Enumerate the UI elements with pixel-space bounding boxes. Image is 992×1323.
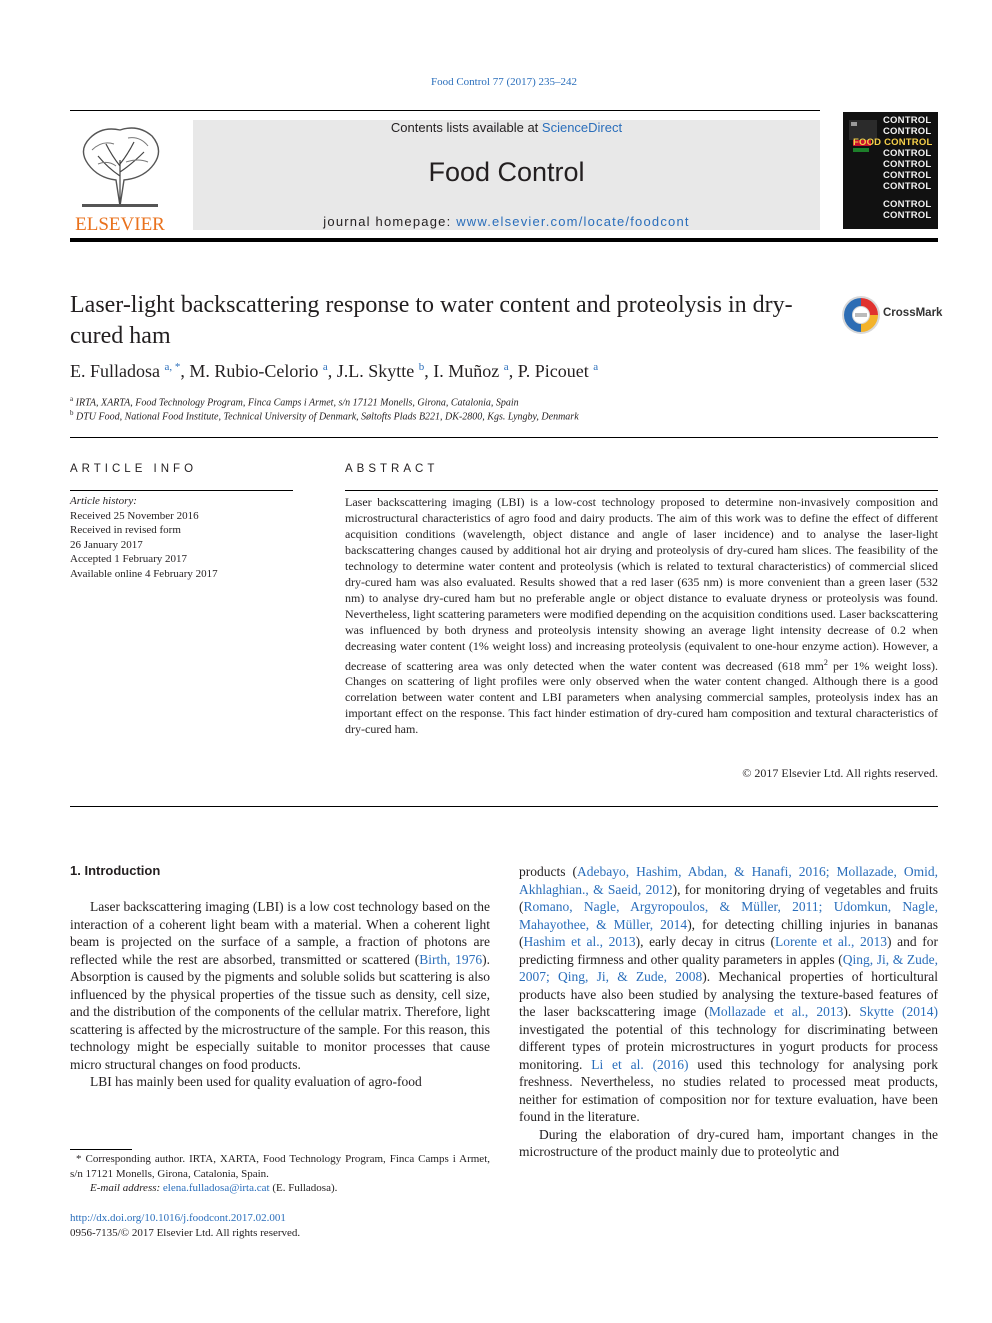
- email-label: E-mail address:: [90, 1182, 161, 1194]
- corresponding-author: * Corresponding author. IRTA, XARTA, Food Technology Program, Finca Camps i Armet, s/n 17121 Monells, Girona, Catalonia, Spain.: [70, 1153, 490, 1180]
- citation-link[interactable]: Adebayo, Hashim, Abdan, & Hanafi, 2016; Mollazade, Omid, Akhlaghian., & Saeid, 2012: [519, 864, 938, 897]
- sciencedirect-link[interactable]: ScienceDirect: [541, 120, 623, 135]
- affiliation: [70, 409, 579, 422]
- text: ), early decay in citrus (: [635, 934, 775, 949]
- cover-line: CONTROL: [883, 210, 932, 221]
- author-affiliation-mark[interactable]: b: [418, 361, 425, 373]
- footnote-divider: [70, 1149, 132, 1150]
- email-link[interactable]: elena.fulladosa@irta.cat: [162, 1182, 270, 1194]
- crossmark-icon: [841, 295, 881, 335]
- divider: [70, 437, 938, 438]
- text: investigated the potential of this technology for discriminating between different types of protein microstructures in yogurt products for process monitoring.: [519, 1021, 938, 1072]
- header-divider: [70, 238, 938, 242]
- author-affiliation-mark[interactable]: a: [593, 361, 599, 373]
- text: ). Mechanical properties of horticultural products have also been studied by analysing the texture-based features of the laser backscattering image (: [519, 969, 938, 1019]
- author-affiliation-mark[interactable]: a: [503, 361, 509, 373]
- divider: [70, 490, 293, 491]
- journal-title: Food Control: [428, 157, 585, 187]
- paragraph: LBI has mainly been used for quality evaluation of agro-food: [90, 1074, 422, 1089]
- cover-line: CONTROL: [883, 126, 932, 137]
- text: Laser backscattering imaging (LBI) is a low cost technology based on the interaction of a coherent light beam with a material. When a coherent light beam is projected on the surface of a sample, a fraction of photons are reflected while the rest are absorbed, transmitted or scattered (: [70, 899, 490, 967]
- copyright-notice: © 2017 Elsevier Ltd. All rights reserved.: [742, 766, 938, 780]
- cover-line: CONTROL: [883, 115, 932, 126]
- top-divider: [70, 110, 820, 111]
- cover-line: FOOD CONTROL: [853, 137, 933, 148]
- abstract-body: Laser backscattering imaging (LBI) is a low-cost technology proposed to determine non-invasively composition and microstructural characteristics of agro food and dairy products. The aim of this work was to define the effect of different acquisition conditions (wavelength, object distance and angle of laser incidence) and to analyse the laser-light backscattering changes caused by additional hot air drying and proteolysis of dry-cured ham slices. The feasibility of the technology to determine water content and proteolysis (which is related to textural characteristics) of commercial sliced dry-cured ham was also evaluated. Results showed that a red laser (635 nm) is more convenient than a green laser (532 nm) to analyse dry-cured ham but no preferable angle or object distance to evaluate dryness or proteolysis was found. Nevertheless, light scattering parameters were modified depending on the acquisition conditions used. Laser backscattering was influenced by both dryness and proteolysis intensity showing an average light intensity decrease of 0.2 when decreasing water content (1% weight loss) and increasing proteolysis (equivalent to one-hour enzyme action). However, a decrease of scattering area was only detected when the water content was decreased (618 mm: [345, 495, 938, 673]
- cover-line: CONTROL: [883, 181, 932, 192]
- author-affiliation-mark[interactable]: a: [322, 361, 328, 373]
- affiliation-mark: a: [70, 395, 74, 403]
- author-affiliation-mark[interactable]: a, *: [164, 361, 181, 373]
- affiliation-text: IRTA, XARTA, Food Technology Program, Finca Camps i Armet, s/n 17121 Monells, Girona, Catalonia, Spain: [75, 397, 519, 409]
- author-list: E. Fulladosa $^{a, *}$, M. Rubio-Celorio $^a$, J.L. Skytte $^b$, I. Muñoz $^a$, P. Picouet $^a$: [70, 361, 599, 381]
- body-column-left: [70, 898, 490, 1091]
- abstract-heading: ABSTRACT: [345, 463, 439, 475]
- author-name[interactable]: M. Rubio-Celorio: [189, 361, 319, 381]
- paragraph: [519, 863, 938, 1126]
- affiliation-text: DTU Food, National Food Institute, Technical University of Denmark, Søltofts Plads B221, DK-2800, Kgs. Lyngby, Denmark: [76, 411, 579, 423]
- history-line: Received in revised form: [70, 524, 181, 536]
- text: ).: [843, 1004, 860, 1019]
- email-line: [70, 1181, 490, 1196]
- text: ), for detecting chilling injuries in bananas (: [519, 916, 938, 949]
- doi-link[interactable]: http://dx.doi.org/10.1016/j.foodcont.2017.02.001: [70, 1212, 286, 1224]
- citation-link[interactable]: Lorente et al., 2013: [774, 934, 888, 949]
- author-name[interactable]: P. Picouet: [517, 361, 589, 381]
- citation-link[interactable]: Romano, Nagle, Argyropoulos, & Müller, 2011; Udomkun, Nagle, Mahayothee, & Müller, 2014: [519, 899, 938, 932]
- citation-link[interactable]: Li et al. (2016): [591, 1056, 689, 1072]
- history-line: Received 25 November 2016: [70, 509, 199, 522]
- journal-cover[interactable]: [843, 112, 938, 229]
- history-line: 26 January 2017: [70, 538, 143, 551]
- issn-copyright: 0956-7135/© 2017 Elsevier Ltd. All rights reserved.: [70, 1227, 301, 1239]
- body-column-right: [519, 863, 938, 1161]
- paragraph: [70, 898, 490, 1073]
- abstract-body-cont: per 1% weight loss). Changes on scattering of light profiles were only observed when the water content changed. Although there is a good correlation between water content and LBI parameters when analysing commercial samples, proteolysis index has an important effect on the response. This fact hinder estimation of dry-cured ham composition and textural characteristics of dry-cured ham.: [345, 658, 938, 737]
- history-line: Accepted 1 February 2017: [70, 553, 187, 565]
- article-history: [70, 494, 293, 581]
- homepage-link[interactable]: www.elsevier.com/locate/foodcont: [456, 214, 690, 229]
- homepage-prefix: journal homepage:: [323, 214, 457, 229]
- text: ), for monitoring drying of vegetables and fruits (: [519, 881, 938, 914]
- elsevier-wordmark: ELSEVIER: [75, 214, 165, 232]
- history-label: Article history:: [70, 495, 137, 507]
- contents-line: [193, 120, 820, 135]
- cover-line: CONTROL: [883, 159, 932, 170]
- cover-line: CONTROL: [883, 199, 932, 210]
- paragraph: During the elaboration of dry-cured ham, important changes in the microstructure of the product mainly due to proteolytic and: [519, 1126, 938, 1159]
- divider: [70, 806, 938, 807]
- affiliation: [70, 395, 519, 408]
- author-name[interactable]: I. Muñoz: [433, 361, 500, 381]
- history-line: Available online 4 February 2017: [70, 567, 218, 580]
- cover-line: CONTROL: [883, 170, 932, 181]
- affiliation-mark: b: [70, 409, 74, 417]
- cover-line: CONTROL: [883, 148, 932, 159]
- article-title: Laser-light backscattering response to water content and proteolysis in dry-cured ham: [70, 292, 793, 349]
- email-suffix: (E. Fulladosa).: [269, 1182, 338, 1194]
- citation-link[interactable]: Mollazade et al., 2013: [708, 1004, 844, 1019]
- author-name[interactable]: E. Fulladosa: [70, 361, 160, 381]
- text: used this technology for analysing pork freshness. Nevertheless, no studies related to processed meat products, neither for estimation of composition nor for texture evaluation, have been found in the literature.: [519, 1056, 939, 1124]
- text: products (: [519, 864, 577, 879]
- citation-link[interactable]: Hashim et al., 2013: [523, 934, 636, 949]
- journal-homepage: [193, 214, 820, 229]
- crossmark-badge[interactable]: [841, 294, 941, 336]
- article-info-heading: ARTICLE INFO: [70, 463, 198, 475]
- citation-link[interactable]: Qing, Ji, & Zude, 2007; Qing, Ji, & Zude, 2008: [519, 951, 938, 984]
- text: ). Absorption is caused by the pigments and soluble solids but scattering is also influenced by the physical properties of the tissue such as density, cell size, and the distribution of the components of the cellular matrix. Therefore, light scattering is affected by the microstructure of the sample. For this reason, this technology might be especially suitable to monitor processes that cause micro structural changes on food products.: [70, 951, 490, 1072]
- citation-link[interactable]: Birth, 1976: [419, 951, 483, 967]
- divider: [345, 490, 938, 491]
- abstract-superscript: 2: [823, 657, 828, 667]
- journal-citation[interactable]: Food Control 77 (2017) 235–242: [430, 76, 578, 88]
- crossmark-label: CrossMark: [883, 307, 943, 319]
- elsevier-logo: [68, 120, 172, 232]
- contents-prefix: Contents lists available at: [390, 120, 542, 135]
- citation-link[interactable]: Skytte (2014): [859, 1004, 938, 1019]
- text: ) and for predicting firmness and other quality parameters in apples (: [519, 934, 938, 967]
- section-heading: 1. Introduction: [70, 863, 161, 878]
- corresponding-author-note: [70, 1152, 490, 1196]
- abstract-text: [345, 495, 938, 738]
- author-name[interactable]: J.L. Skytte: [336, 361, 415, 381]
